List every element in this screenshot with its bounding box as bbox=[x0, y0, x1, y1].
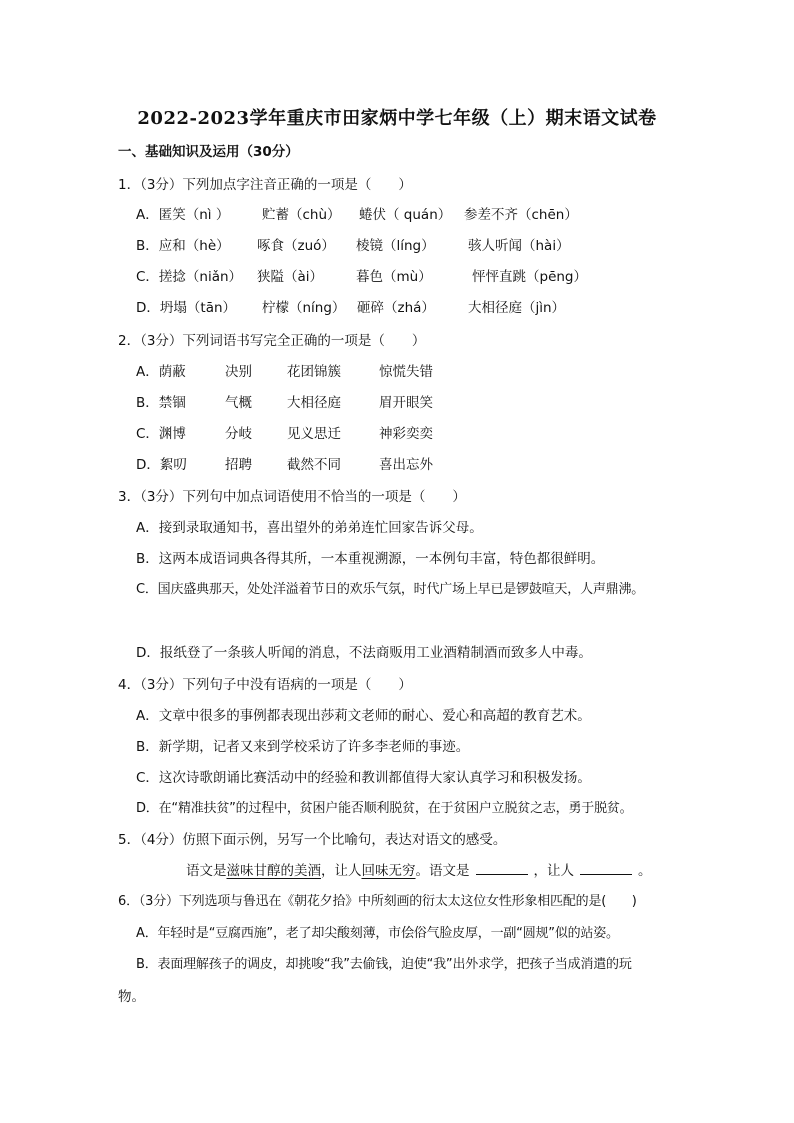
question-6-option-a: A．年轻时是“豆腐西施”，老了却尖酸刻薄，市侩俗气脸皮厚，一副“圆规”似的站姿。 bbox=[136, 926, 619, 941]
question-6-option-b-continued: 物。 bbox=[118, 989, 145, 1005]
option-item: 蜷伏（ quán） bbox=[359, 207, 452, 223]
option-item: B．应和（hè） bbox=[136, 238, 230, 254]
option-item: A．匿笑（nì ） bbox=[136, 207, 230, 223]
question-5-stem: 5．（4分）仿照下面示例，另写一个比喻句，表达对语文的感受。 bbox=[118, 832, 507, 848]
option-item: D．絮叨 bbox=[136, 457, 187, 473]
option-item: 参差不齐（chēn） bbox=[464, 207, 578, 223]
option-item: 分岐 bbox=[225, 426, 252, 442]
option-item: 棱镜（líng） bbox=[356, 238, 435, 254]
example-underlined-phrase: 回味无穷 bbox=[361, 863, 416, 879]
answer-blank-2[interactable] bbox=[580, 862, 632, 875]
option-item: 暮色（mù） bbox=[356, 269, 432, 285]
question-3-option-a: A．接到录取通知书，喜出望外的弟弟连忙回家告诉父母。 bbox=[136, 520, 483, 536]
example-text: 。语文是 bbox=[415, 863, 470, 879]
question-4-option-a: A．文章中很多的事例都表现出莎莉文老师的耐心、爱心和高超的教育艺术。 bbox=[136, 708, 591, 724]
option-item: 柠檬（níng） bbox=[262, 300, 346, 316]
option-item: 怦怦直跳（pēng） bbox=[472, 269, 588, 285]
option-item: 骇人听闻（hài） bbox=[468, 238, 570, 254]
option-item: 大相径庭（jìn） bbox=[468, 300, 566, 316]
question-3-option-d: D．报纸登了一条骇人听闻的消息，不法商贩用工业酒精制酒而致多人中毒。 bbox=[136, 645, 592, 661]
option-item: 狭隘（ài） bbox=[257, 269, 324, 285]
option-item: 眉开眼笑 bbox=[379, 395, 433, 411]
example-text: 语文是 bbox=[186, 863, 227, 879]
question-4-stem: 4．（3分）下列句子中没有语病的一项是（ ） bbox=[118, 677, 412, 693]
example-text: 。 bbox=[638, 863, 652, 879]
question-3-option-b: B．这两本成语词典各得其所，一本重视溯源，一本例句丰富，特色都很鲜明。 bbox=[136, 551, 605, 567]
option-item: D．坍塌（tān） bbox=[136, 300, 237, 316]
question-4-option-c: C．这次诗歌朗诵比赛活动中的经验和教训都值得大家认真学习和积极发扬。 bbox=[136, 770, 591, 786]
option-item: B．禁锢 bbox=[136, 395, 186, 411]
option-item: 决别 bbox=[225, 364, 252, 380]
page-title: 2022-2023学年重庆市田家炳中学七年级（上）期末语文试卷 bbox=[137, 108, 657, 129]
question-3-option-c: C．国庆盛典那天，处处洋溢着节日的欢乐气氛，时代广场上早已是锣鼓喧天，人声鼎沸。 bbox=[136, 582, 645, 597]
section-heading: 一、基础知识及运用（30分） bbox=[118, 144, 299, 160]
question-6-stem: 6．（3分）下列选项与鲁迅在《朝花夕拾》中所刻画的衍太太这位女性形象相匹配的是( ) bbox=[118, 894, 637, 909]
option-item: 啄食（zuó） bbox=[257, 238, 335, 254]
example-text: ，让人 bbox=[533, 863, 574, 879]
option-item: 神彩奕奕 bbox=[379, 426, 433, 442]
option-item: 截然不同 bbox=[287, 457, 341, 473]
option-item: 招聘 bbox=[225, 457, 252, 473]
option-item: 气概 bbox=[225, 395, 252, 411]
question-6-option-b: B．表面理解孩子的调皮，却挑唆“我”去偷钱，迫使“我”出外求学，把孩子当成消遣的玩 bbox=[136, 957, 632, 972]
option-item: 砸碎（zhá） bbox=[357, 300, 435, 316]
option-item: 喜出忘外 bbox=[379, 457, 433, 473]
question-4-option-b: B．新学期，记者又来到学校采访了许多李老师的事迹。 bbox=[136, 739, 470, 755]
question-5-example bbox=[186, 861, 652, 881]
option-item: 花团锦簇 bbox=[287, 364, 341, 380]
option-item: A．荫蔽 bbox=[136, 364, 186, 380]
question-2-stem: 2．（3分）下列词语书写完全正确的一项是（ ） bbox=[118, 333, 426, 349]
option-item: 见义思迁 bbox=[287, 426, 341, 442]
option-item: C．搓捻（niǎn） bbox=[136, 269, 243, 285]
answer-blank-1[interactable] bbox=[476, 862, 528, 875]
option-item: 惊慌失错 bbox=[379, 364, 433, 380]
example-underlined-phrase: 滋味甘醇的美酒 bbox=[226, 863, 321, 879]
option-item: 贮蓄（chù） bbox=[262, 207, 341, 223]
example-text: ，让人 bbox=[321, 863, 362, 879]
option-item: 大相径庭 bbox=[287, 395, 341, 411]
question-4-option-d: D．在“精准扶贫”的过程中，贫困户能否顺利脱贫，在于贫困户立脱贫之志，勇于脱贫。 bbox=[136, 801, 633, 816]
option-item: C．渊博 bbox=[136, 426, 186, 442]
question-3-stem: 3．（3分）下列句中加点词语使用不恰当的一项是（ ） bbox=[118, 489, 466, 505]
question-1-stem: 1．（3分）下列加点字注音正确的一项是（ ） bbox=[118, 177, 412, 193]
